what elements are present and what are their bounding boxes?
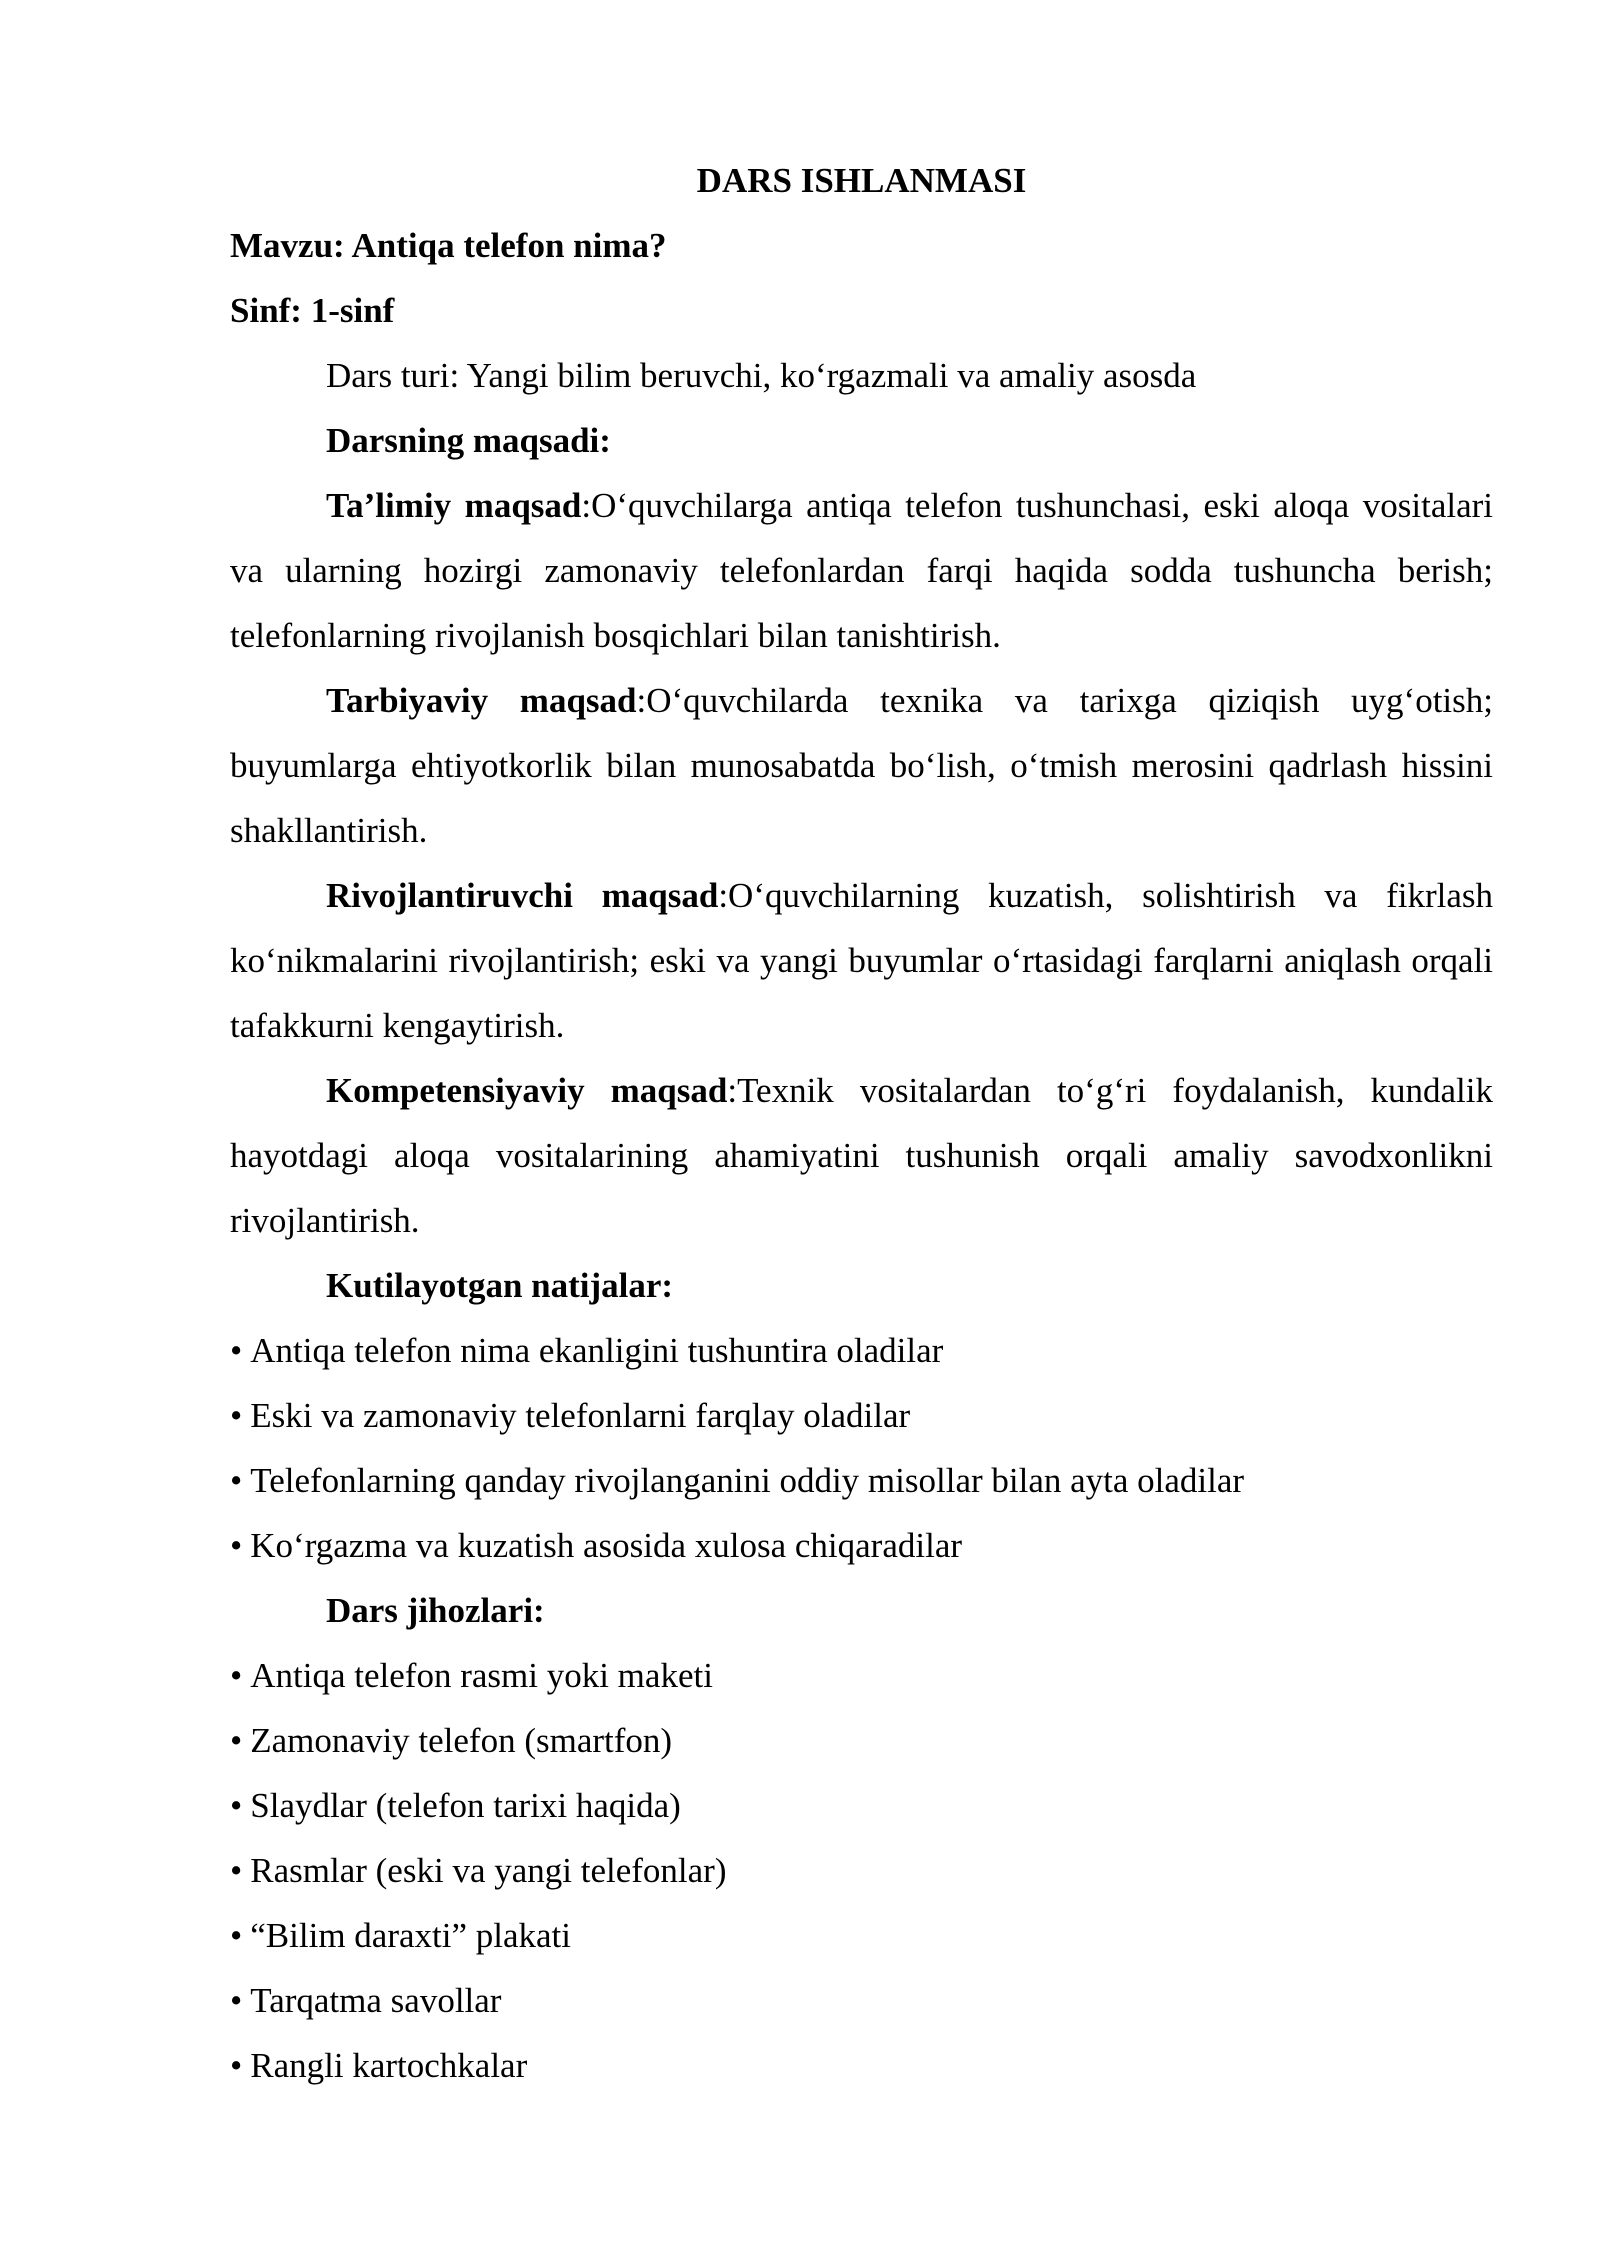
goal-label: Tarbiyaviy maqsad (326, 681, 637, 720)
bullet-icon: • (230, 1851, 243, 1890)
bullet-icon: • (230, 1526, 243, 1565)
list-item-text: Tarqatma savollar (250, 1981, 502, 2020)
equipment-heading: Dars jihozlari: (326, 1591, 545, 1630)
list-item (230, 1968, 1493, 2033)
bullet-icon: • (230, 1786, 243, 1825)
list-item-text: “Bilim daraxti” plakati (250, 1916, 571, 1955)
list-item-text: Antiqa telefon rasmi yoki maketi (250, 1656, 713, 1695)
lesson-topic: Mavzu: Antiqa telefon nima? (230, 226, 667, 265)
bullet-icon: • (230, 1461, 243, 1500)
goal-educational (230, 473, 1493, 668)
outcomes-list (230, 1318, 1493, 1578)
bullet-icon: • (230, 1981, 243, 2020)
bullet-icon: • (230, 1331, 243, 1370)
list-item (230, 1773, 1493, 1838)
goal-label: Kompetensiyaviy maqsad (326, 1071, 728, 1110)
goal-competency (230, 1058, 1493, 1253)
list-item-text: Slaydlar (telefon tarixi haqida) (250, 1786, 681, 1825)
equipment-list (230, 1643, 1493, 2098)
goal-developmental (230, 863, 1493, 1058)
lesson-type: Dars turi: Yangi bilim beruvchi, ko‘rgazmali va amaliy asosda (326, 356, 1197, 395)
list-item-text: Eski va zamonaviy telefonlarni farqlay oladilar (250, 1396, 911, 1435)
bullet-icon: • (230, 1721, 243, 1760)
lesson-grade: Sinf: 1-sinf (230, 291, 395, 330)
goal-label: Rivojlantiruvchi maqsad (326, 876, 719, 915)
document-title: DARS ISHLANMASI (696, 161, 1027, 200)
list-item (230, 1903, 1493, 1968)
goal-text: :O‘quvchilarning kuzatish, solishtirish va fikrlash ko‘nikmalarini rivojlantirish; eski va yangi buyumlar o‘rtasidagi farqlarni aniqlash orqali tafakkurni kengaytirish. (230, 876, 1494, 1045)
list-item-text: Rasmlar (eski va yangi telefonlar) (250, 1851, 727, 1890)
outcomes-heading: Kutilayotgan natijalar: (326, 1266, 674, 1305)
goal-label: Ta’limiy maqsad (326, 486, 582, 525)
document-content (230, 148, 1493, 2098)
list-item-text: Antiqa telefon nima ekanligini tushuntira oladilar (250, 1331, 944, 1370)
list-item-text: Ko‘rgazma va kuzatish asosida xulosa chiqaradilar (250, 1526, 963, 1565)
list-item-text: Rangli kartochkalar (250, 2046, 528, 2085)
goal-text: :O‘quvchilarda texnika va tarixga qiziqish uyg‘otish; buyumlarga ehtiyotkorlik bilan munosabatda bo‘lish, o‘tmish merosini qadrlash hissini shakllantirish. (230, 681, 1493, 850)
list-item (230, 1838, 1493, 1903)
list-item (230, 1318, 1493, 1383)
list-item (230, 1708, 1493, 1773)
list-item (230, 1448, 1493, 1513)
bullet-icon: • (230, 1656, 243, 1695)
goals-heading: Darsning maqsadi: (326, 421, 611, 460)
list-item-text: Telefonlarning qanday rivojlanganini oddiy misollar bilan ayta oladilar (250, 1461, 1245, 1500)
list-item (230, 1383, 1493, 1448)
goal-text: :Texnik vositalardan to‘g‘ri foydalanish, kundalik hayotdagi aloqa vositalarining ahamiyatini tushunish orqali amaliy savodxonlikni rivojlantirish. (230, 1071, 1493, 1240)
goal-text: :O‘quvchilarga antiqa telefon tushunchasi, eski aloqa vositalari va ularning hozirgi zamonaviy telefonlardan farqi haqida sodda tushuncha berish; telefonlarning rivojlanish bosqichlari bilan tanishtirish. (230, 486, 1493, 655)
bullet-icon: • (230, 1916, 243, 1955)
bullet-icon: • (230, 1396, 243, 1435)
goal-upbringing (230, 668, 1493, 863)
bullet-icon: • (230, 2046, 243, 2085)
list-item (230, 1513, 1493, 1578)
list-item (230, 1643, 1493, 1708)
list-item (230, 2033, 1493, 2098)
list-item-text: Zamonaviy telefon (smartfon) (250, 1721, 673, 1760)
